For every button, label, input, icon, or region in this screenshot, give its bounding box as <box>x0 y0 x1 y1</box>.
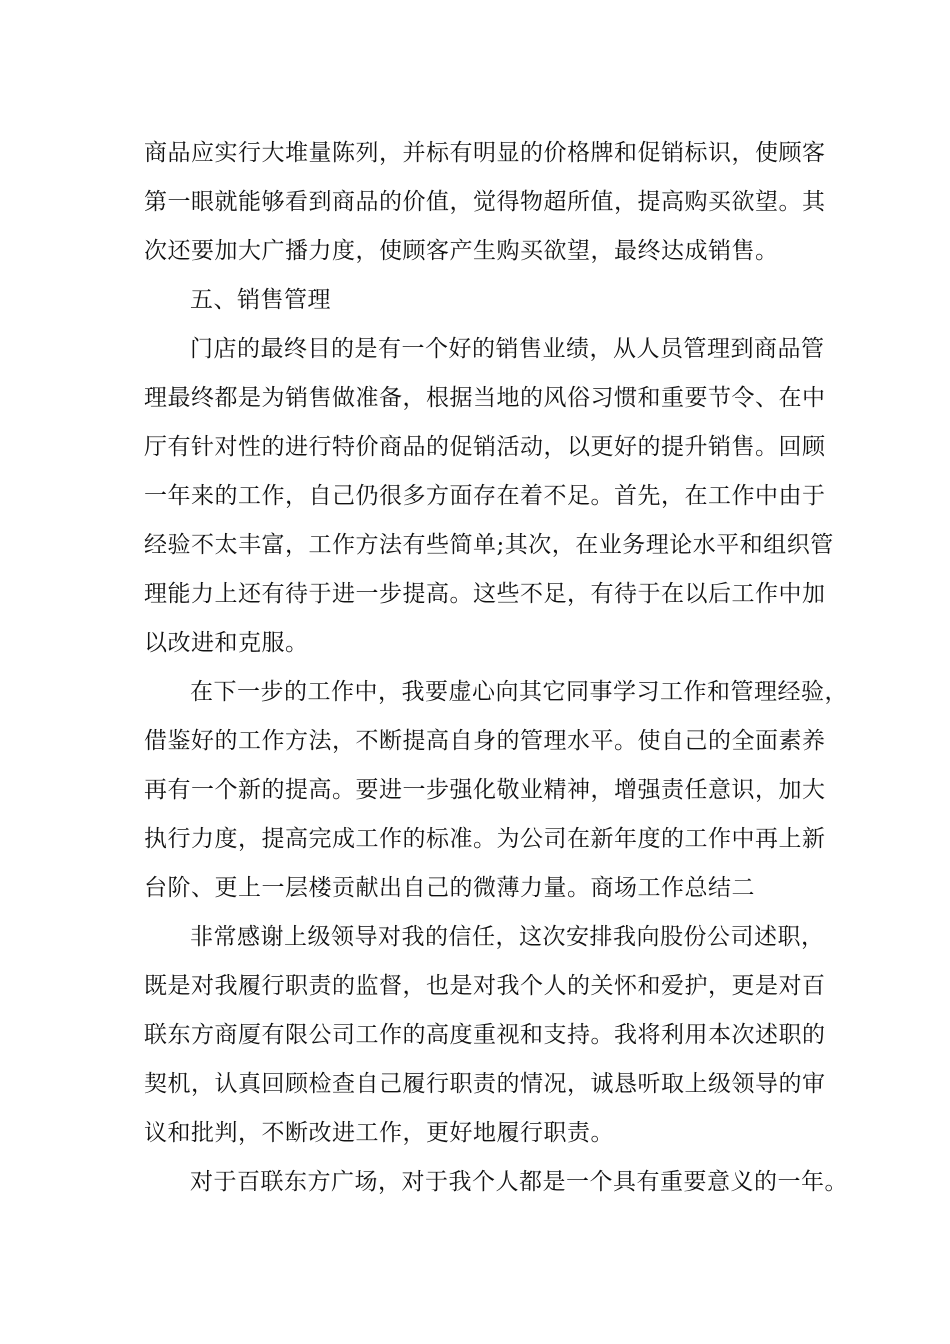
text-line: 借鉴好的工作方法，不断提高自身的管理水平。使自己的全面素养 <box>144 728 826 754</box>
text-line: 议和批判，不断改进工作，更好地履行职责。 <box>144 1120 614 1146</box>
text-line: 第一眼就能够看到商品的价值，觉得物超所值，提高购买欲望。其 <box>144 189 826 215</box>
text-line: 联东方商厦有限公司工作的高度重视和支持。我将利用本次述职的 <box>144 1022 826 1048</box>
text-line: 经验不太丰富，工作方法有些简单;其次，在业务理论水平和组织管 <box>144 532 834 558</box>
text-line: 门店的最终目的是有一个好的销售业绩，从人员管理到商品管 <box>190 336 825 362</box>
text-line: 以改进和克服。 <box>144 630 309 656</box>
section-heading: 五、销售管理 <box>190 287 331 313</box>
text-line: 次还要加大广播力度，使顾客产生购买欲望，最终达成销售。 <box>144 238 779 264</box>
text-line: 非常感谢上级领导对我的信任，这次安排我向股份公司述职， <box>190 924 825 950</box>
text-line: 执行力度，提高完成工作的标准。为公司在新年度的工作中再上新 <box>144 826 826 852</box>
document-body <box>144 129 848 1207</box>
text-line: 在下一步的工作中，我要虚心向其它同事学习工作和管理经验， <box>190 679 848 705</box>
text-line: 台阶、更上一层楼贡献出自己的微薄力量。商场工作总结二 <box>144 875 755 901</box>
text-line: 理最终都是为销售做准备，根据当地的风俗习惯和重要节令、在中 <box>144 385 826 411</box>
text-line: 既是对我履行职责的监督，也是对我个人的关怀和爱护，更是对百 <box>144 973 826 999</box>
text-line: 再有一个新的提高。要进一步强化敬业精神，增强责任意识，加大 <box>144 777 826 803</box>
text-line: 一年来的工作，自己仍很多方面存在着不足。首先，在工作中由于 <box>144 483 826 509</box>
text-line: 商品应实行大堆量陈列，并标有明显的价格牌和促销标识，使顾客 <box>144 140 826 166</box>
text-line: 厅有针对性的进行特价商品的促销活动，以更好的提升销售。回顾 <box>144 434 826 460</box>
text-line: 对于百联东方广场，对于我个人都是一个具有重要意义的一年。 <box>190 1169 848 1195</box>
text-line: 理能力上还有待于进一步提高。这些不足，有待于在以后工作中加 <box>144 581 826 607</box>
text-line: 契机，认真回顾检查自己履行职责的情况，诚恳听取上级领导的审 <box>144 1071 826 1097</box>
